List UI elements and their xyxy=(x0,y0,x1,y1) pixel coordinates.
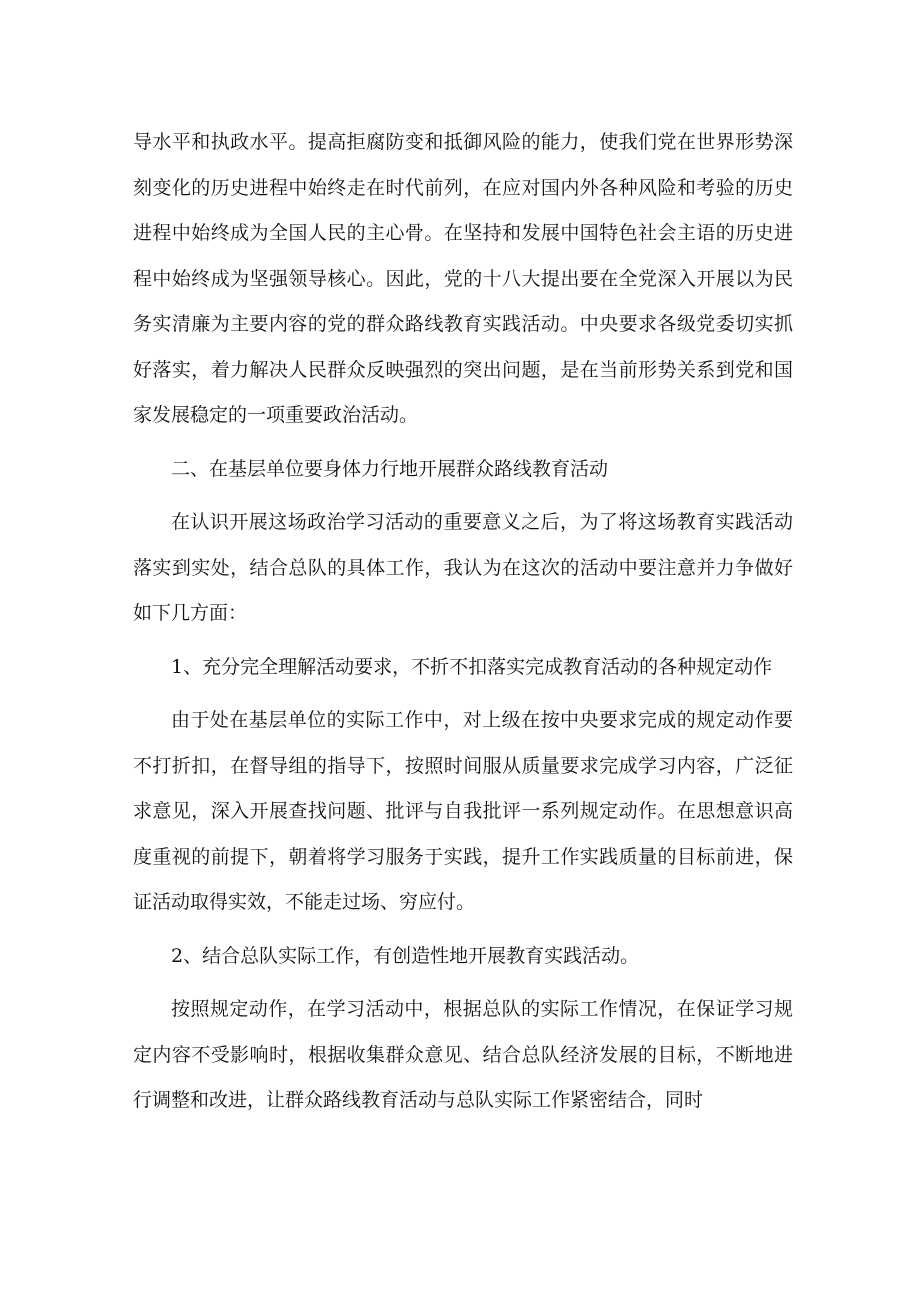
list-item-heading: 1、充分完全理解活动要求，不折不扣落实完成教育活动的各种规定动作 xyxy=(171,655,773,678)
list-item-heading: 2、结合总队实际工作，有创造性地开展教育实践活动。 xyxy=(171,944,640,967)
paragraph: 导水平和执政水平。提高拒腐防变和抵御风险的能力，使我们党在世界形势深刻变化的历史进程中始终走在时代前列，在应对国内外各种风险和考验的历史进程中始终成为全国人民的主心骨。在坚持和发展中国特色社会主语的历史进程中始终成为坚强领导核心。因此，党的十八大提出要在全党深入开展以为民务实清廉为主要内容的党的群众路线教育实践活动。中央要求各级党委切实抓好落实，着力解决人民群众反映强烈的突出问题，是在当前形势关系到党和国家发展稳定的一项重要政治活动。 xyxy=(133,131,793,426)
section-heading: 二、在基层单位要身体力行地开展群众路线教育活动 xyxy=(171,457,609,480)
paragraph: 在认识开展这场政治学习活动的重要意义之后，为了将这场教育实践活动落实到实处，结合总队的具体工作，我认为在这次的活动中要注意并力争做好如下几方面： xyxy=(133,511,793,624)
document-body xyxy=(133,120,793,1124)
paragraph: 由于处在基层单位的实际工作中，对上级在按中央要求完成的规定动作要不打折扣，在督导组的指导下，按照时间服从质量要求完成学习内容，广泛征求意见，深入开展查找问题、批评与自我批评一系列规定动作。在思想意识高度重视的前提下，朝着将学习服务于实践，提升工作实践质量的目标前进，保证活动取得实效，不能走过场、穷应付。 xyxy=(133,709,793,913)
paragraph: 按照规定动作，在学习活动中，根据总队的实际工作情况，在保证学习规定内容不受影响时，根据收集群众意见、结合总队经济发展的目标，不断地进行调整和改进，让群众路线教育活动与总队实际工作紧密结合，同时 xyxy=(133,998,793,1111)
